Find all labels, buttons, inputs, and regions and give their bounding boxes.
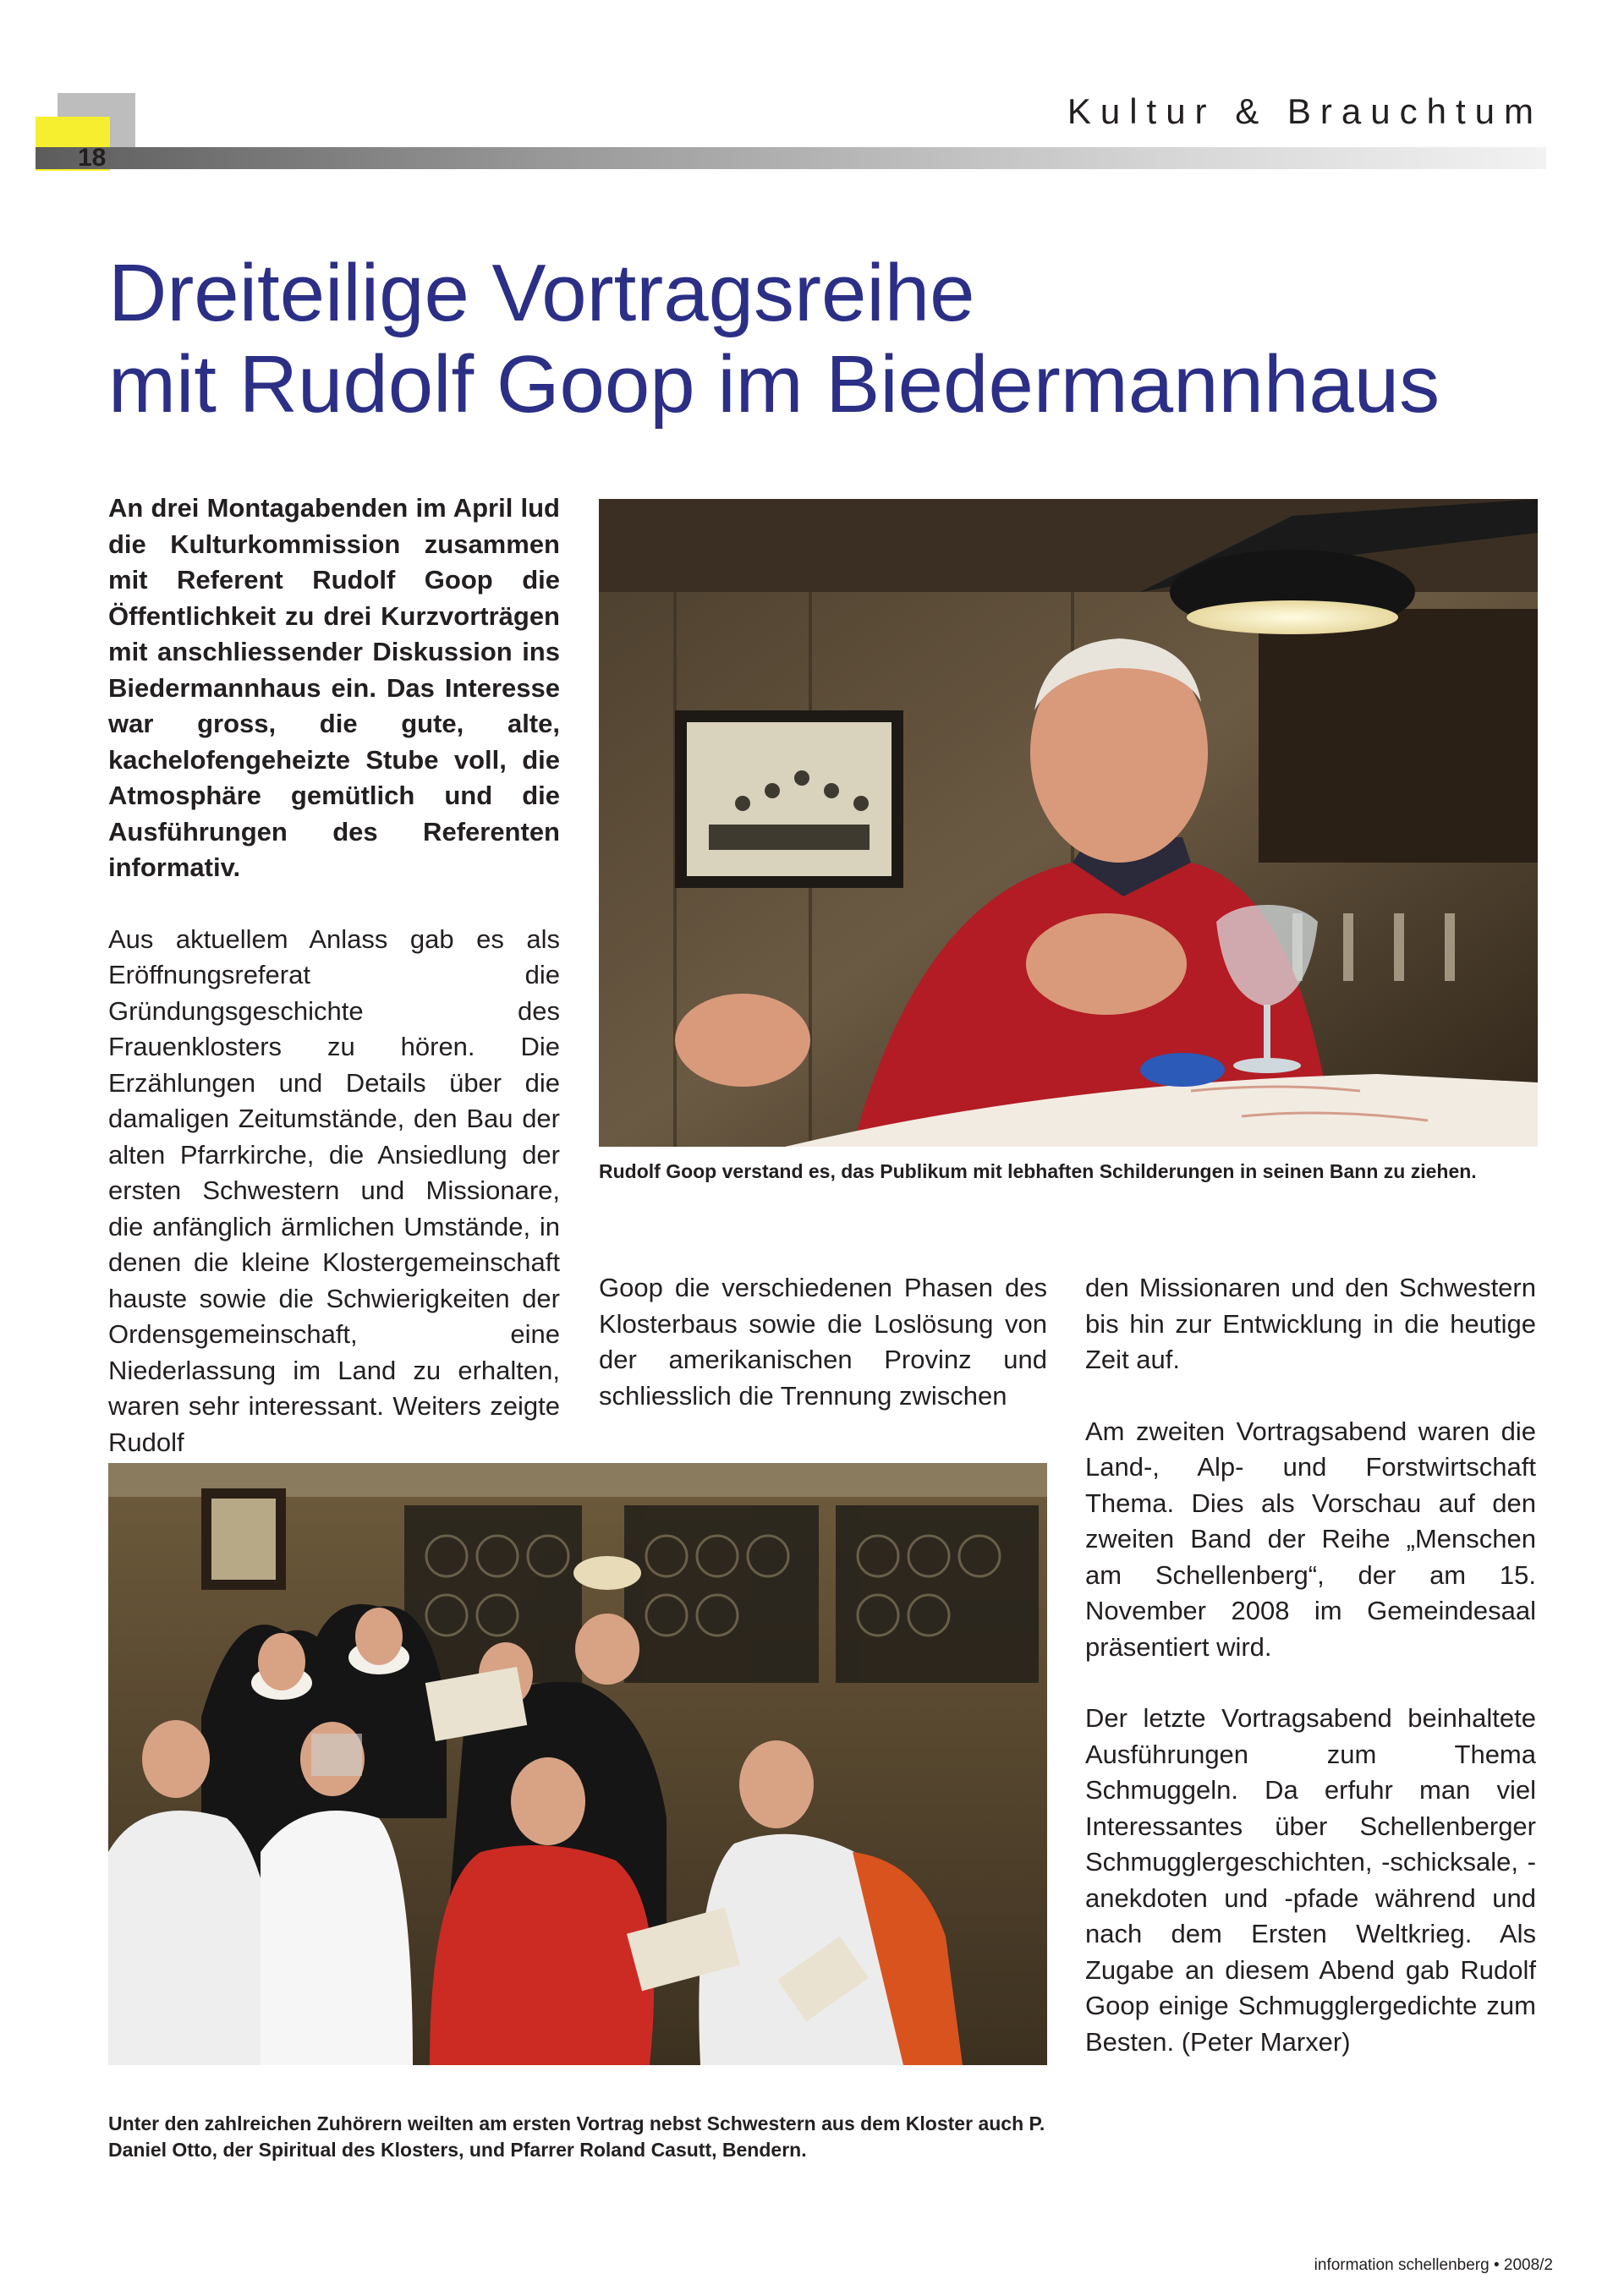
article-paragraph: den Missionaren und den Schwestern bis hin zur Entwicklung in die heutige Zeit auf. <box>1085 1273 1536 1374</box>
headline-line-1: Dreiteilige Vortragsreihe <box>108 248 975 338</box>
page-number: 18 <box>78 144 107 172</box>
article-column-2 <box>599 1270 1047 1414</box>
photo-caption-1: Rudolf Goop verstand es, das Publikum mit lebhaften Schilderungen in seinen Bann zu ziehen. <box>599 1160 1477 1182</box>
page-footer: information schellenberg • 2008/2 <box>1314 2256 1553 2274</box>
speaker-photo <box>599 499 1538 1147</box>
article-paragraph: Am zweiten Vortragsabend waren die Land-, Alp- und Forstwirtschaft Thema. Dies als Vorschau auf den zweiten Band der Reihe „Menschen am Schellenberg“, der am 15. November 2008 im Gemeindesaal präsentiert wird. <box>1085 1416 1536 1662</box>
article-paragraph: Goop die verschiedenen Phasen des Klosterbaus sowie die Loslösung von der amerikanischen Provinz und schliesslich die Trennung zwischen <box>599 1273 1047 1411</box>
article-column-3 <box>1085 1270 1536 2060</box>
article-paragraph: Der letzte Vortragsabend beinhaltete Ausführungen zum Thema Schmuggeln. Da erfuhr man viel Interessantes über Schellenberger Schmugglergeschichten, -schicksale, -anekdoten und -pfade während und nach dem Ersten Weltkrieg. Als Zugabe an diesem Abend gab Rudolf Goop einige Schmugglergedichte zum Besten. (Peter Marxer) <box>1085 1703 1536 2057</box>
section-title: Kultur & Brauchtum <box>1067 91 1543 131</box>
headline-line-2: mit Rudolf Goop im Biedermannhaus <box>108 339 1440 430</box>
article-paragraph: Aus aktuellem Anlass gab es als Eröffnungsreferat die Gründungsgeschichte des Frauenklosters zu hören. Die Erzählungen und Details über die damaligen Zeitumstände, den Bau der alten Pfarrkirche, die Ansiedlung der ersten Schwestern und Missionare, die anfänglich ärmlichen Umstände, in denen die kleine Klostergemeinschaft hauste sowie die Schwierigkeiten der Ordensgemeinschaft, eine Niederlassung im Land zu erhalten, waren sehr interessant. Weiters zeigte Rudolf <box>108 923 560 1457</box>
photo-caption-2: Unter den zahlreichen Zuhörern weilten am ersten Vortrag nebst Schwestern aus dem Kloster auch P. Daniel Otto, der Spiritual des Klosters, und Pfarrer Roland Casutt, Bendern. <box>108 2112 1045 2161</box>
article-lede: An drei Montagabenden im April lud die Kulturkommission zusammen mit Referent Rudolf Goop die Öffentlichkeit zu drei Kurzvorträgen mit anschliessender Diskussion ins Biedermannhaus ein. Das Interesse war gross, die gute, alte, kachelofengeheizte Stube voll, die Atmosphäre gemütlich und die Ausführungen des Referenten informativ. <box>108 493 560 882</box>
article-column-1 <box>108 490 560 1460</box>
audience-photo <box>108 1463 1047 2065</box>
header-gradient-bar <box>36 147 1546 169</box>
